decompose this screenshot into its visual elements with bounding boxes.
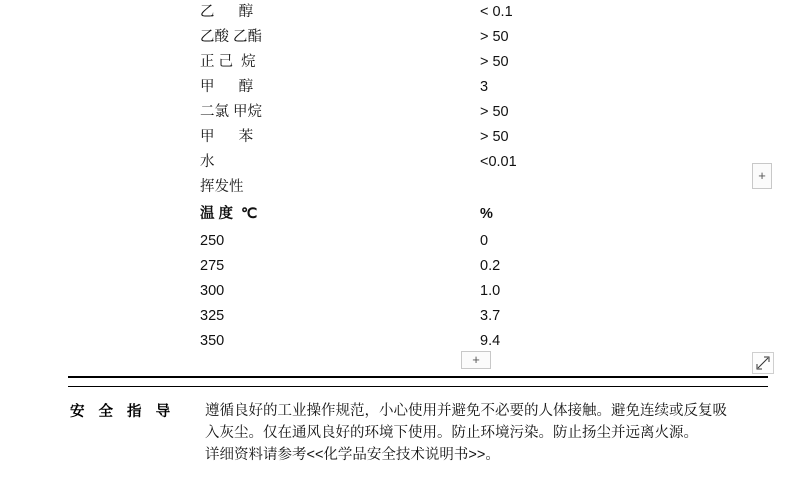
row-label: 300 bbox=[200, 283, 225, 299]
row-value: > 50 bbox=[480, 129, 509, 145]
table-header-row bbox=[0, 202, 793, 227]
row-value: > 50 bbox=[480, 104, 509, 120]
table-row bbox=[0, 0, 793, 25]
row-value: 0.2 bbox=[480, 258, 501, 274]
row-value: > 50 bbox=[480, 54, 509, 70]
row-label: 350 bbox=[200, 333, 225, 349]
safety-line: 入灰尘。仅在通风良好的环境下使用。防止环境污染。防止扬尘并远离火源。 bbox=[205, 425, 698, 441]
safety-line: 遵循良好的工业操作规范，小心使用并避免不必要的人体接触。避免连续或反复吸 bbox=[205, 403, 727, 419]
percent-header: % bbox=[480, 206, 493, 222]
row-value: 9.4 bbox=[480, 333, 501, 349]
add-row-button[interactable]: + bbox=[461, 351, 491, 369]
safety-line: 详细资料请参考<<化学品安全技术说明书>>。 bbox=[205, 447, 500, 463]
row-label: 乙酸 乙酯 bbox=[200, 29, 263, 45]
row-label: 正 己 烷 bbox=[200, 54, 256, 70]
resize-arrows-icon bbox=[753, 353, 773, 373]
table-row bbox=[0, 50, 793, 75]
row-value: > 50 bbox=[480, 29, 509, 45]
table-row bbox=[0, 304, 793, 329]
row-label: 水 bbox=[200, 154, 215, 170]
row-label: 250 bbox=[200, 233, 225, 249]
row-label: 325 bbox=[200, 308, 225, 324]
section-divider-top bbox=[68, 376, 768, 378]
row-value: 3.7 bbox=[480, 308, 501, 324]
row-label: 挥发性 bbox=[200, 179, 244, 195]
safety-section-body bbox=[205, 400, 745, 466]
row-value: 3 bbox=[480, 79, 489, 95]
table-row bbox=[0, 150, 793, 175]
row-value: < 0.1 bbox=[480, 4, 513, 20]
add-column-button[interactable]: + bbox=[752, 163, 772, 189]
table-row bbox=[0, 100, 793, 125]
table-row bbox=[0, 75, 793, 100]
table-row bbox=[0, 125, 793, 150]
temperature-header-label bbox=[200, 202, 460, 227]
table-row bbox=[0, 279, 793, 304]
row-label: 二氯 甲烷 bbox=[200, 104, 263, 120]
row-label: 甲 苯 bbox=[200, 129, 254, 145]
table-row bbox=[0, 175, 793, 200]
row-value: <0.01 bbox=[480, 154, 517, 170]
table-row bbox=[0, 254, 793, 279]
row-value: 0 bbox=[480, 233, 489, 249]
table-row bbox=[0, 229, 793, 254]
row-label: 275 bbox=[200, 258, 225, 274]
row-value: 1.0 bbox=[480, 283, 501, 299]
row-label: 乙 醇 bbox=[200, 4, 254, 20]
temperature-unit: ℃ bbox=[241, 206, 258, 222]
table-row bbox=[0, 25, 793, 50]
temperature-header-text: 温 度 bbox=[200, 206, 234, 222]
table-row bbox=[0, 329, 793, 354]
section-divider-bottom bbox=[68, 386, 768, 387]
safety-section-label: 安 全 指 导 bbox=[70, 404, 176, 420]
row-label: 甲 醇 bbox=[200, 79, 254, 95]
resize-handle[interactable] bbox=[752, 352, 774, 374]
